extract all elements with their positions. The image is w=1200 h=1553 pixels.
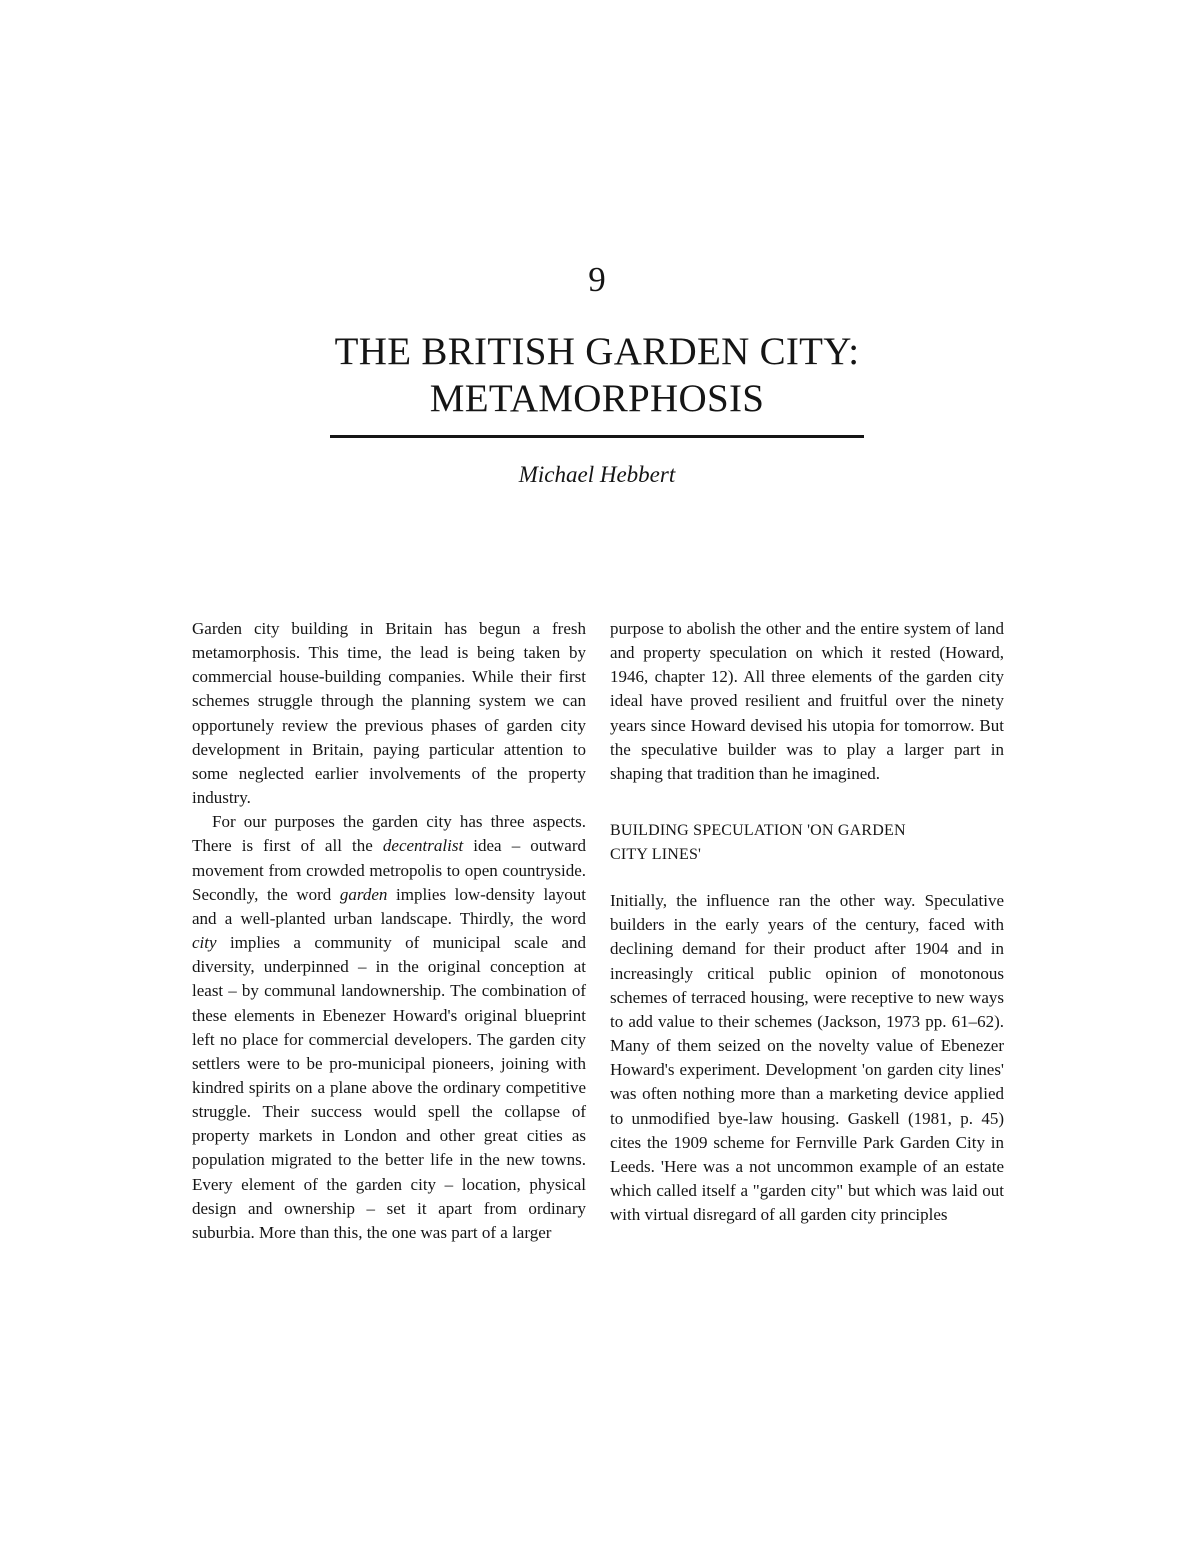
chapter-title-line-2: METAMORPHOSIS [429, 377, 765, 420]
left-paragraph-2 [192, 810, 586, 1245]
chapter-title [0, 328, 1194, 422]
emphasis-decentralist: decentralist [382, 836, 464, 856]
chapter-number: 9 [588, 260, 606, 299]
right-paragraph-section: Initially, the influence ran the other way. Speculative builders in the early years of the century, faced with declining demand for their product after 1904 and in increasingly critical public opinion of monotonous schemes of terraced housing, were receptive to new ways to add value to their schemes (Jackson, 1973 pp. 61–62). Many of them seized on the novelty value of Ebenezer Howard's experiment. Development 'on garden city lines' was often nothing more than a marketing device applied to unmodified bye-law housing. Gaskell (1981, p. 45) cites the 1909 scheme for Fernville Park Garden City in Leeds. 'Here was a not uncommon example of an estate which called itself a "garden city" but which was laid out with virtual disregard of all garden city principles [610, 891, 1004, 1225]
section-heading [610, 819, 1004, 867]
section-heading-line-2: CITY LINES' [610, 846, 702, 864]
right-paragraph-continued: purpose to abolish the other and the entire system of land and property speculation on which it rested (Howard, 1946, chapter 12). All three elements of the garden city ideal have proved resilient and fruitful over the ninety years since Howard devised his utopia for tomorrow. But the speculative builder was to play a larger part in shaping that tradition than he imagined. [610, 619, 1004, 783]
title-rule [330, 435, 864, 438]
left-paragraph-2-part-4: implies a community of municipal scale and diversity, underpinned – in the original conception at least – by communal landownership. The combination of these elements in Ebenezer Howard's original blueprint left no place for commercial developers. The garden city settlers were to be pro-municipal pioneers, joining with kindred spirits on a plane above the ordinary competitive struggle. Their success would spell the collapse of property markets in London and other great cities as population migrated to the better life in the new towns. Every element of the garden city – location, physical design and ownership – set it apart from ordinary suburbia. More than this, the one was part of a larger [192, 933, 586, 1242]
left-paragraph-2-part-2: idea – outward movement from crowded metropolis to open countryside. Secondly, the word [192, 836, 586, 904]
left-column [192, 617, 586, 1245]
left-paragraph-1: Garden city building in Britain has begun a fresh metamorphosis. This time, the lead is being taken by commercial house-building companies. While their first schemes struggle through the planning system we can opportunely review the previous phases of garden city development in Britain, paying particular attention to some neglected earlier involvements of the property industry. [192, 619, 586, 808]
section-heading-line-1: BUILDING SPECULATION 'ON GARDEN [610, 822, 906, 840]
left-paragraph-2-part-3: implies low-density layout and a well-planted urban landscape. Thirdly, the word [192, 884, 586, 928]
chapter-title-line-1: THE BRITISH GARDEN CITY: [334, 330, 860, 373]
emphasis-garden: garden [339, 884, 388, 904]
emphasis-city: city [192, 933, 217, 953]
author-name: Michael Hebbert [518, 462, 676, 487]
left-paragraph-2-part-1: For our purposes the garden city has three aspects. There is first of all the [192, 812, 586, 856]
right-column [610, 617, 1004, 1227]
